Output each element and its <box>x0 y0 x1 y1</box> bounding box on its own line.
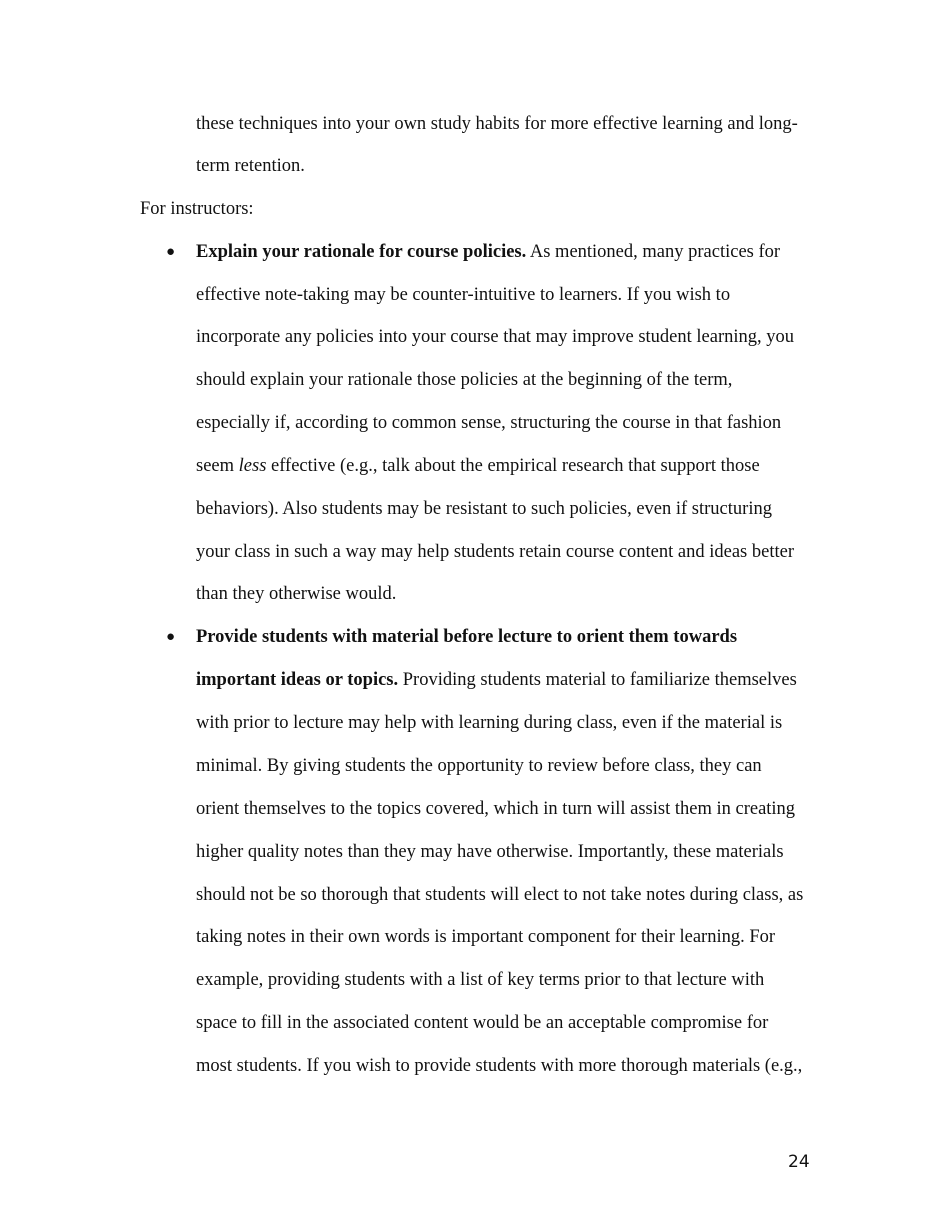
item1-line-1-text: As mentioned, many practices for <box>526 242 781 262</box>
item2-line-2-text: Providing students material to familiarize themselves <box>398 670 797 690</box>
item2-bold-lead-2: important ideas or topics. <box>196 670 399 690</box>
item1-bold-lead: Explain your rationale for course policies. <box>196 242 527 262</box>
item2-line-4: minimal. By giving students the opportunity to review before class, they can <box>196 756 762 776</box>
page-number: 24 <box>788 1152 810 1172</box>
section-heading: For instructors: <box>140 199 254 219</box>
item2-line-10: space to fill in the associated content would be an acceptable compromise for <box>196 1013 769 1033</box>
item1-line-9: than they otherwise would. <box>196 584 397 604</box>
item2-bold-lead-1: Provide students with material before lecture to orient them towards <box>196 627 738 647</box>
item2-line-1 <box>196 626 737 648</box>
item1-line-3: incorporate any policies into your course that may improve student learning, you <box>196 327 795 347</box>
item2-line-11: most students. If you wish to provide students with more thorough materials (e.g., <box>196 1056 803 1076</box>
item2-line-8: taking notes in their own words is important component for their learning. For <box>196 927 776 947</box>
item1-line-5: especially if, according to common sense, structuring the course in that fashion <box>196 413 782 433</box>
item1-italic-word: less <box>238 456 267 476</box>
item1-line-8: your class in such a way may help students retain course content and ideas better <box>196 542 794 562</box>
item1-line-6-post: effective (e.g., talk about the empirical research that support those <box>266 456 760 476</box>
intro-line-1: these techniques into your own study habits for more effective learning and long- <box>196 114 798 134</box>
item2-line-3: with prior to lecture may help with learning during class, even if the material is <box>196 713 783 733</box>
item1-line-2: effective note-taking may be counter-intuitive to learners. If you wish to <box>196 285 731 305</box>
item2-line-2 <box>196 669 797 691</box>
item2-line-9: example, providing students with a list of key terms prior to that lecture with <box>196 970 765 990</box>
item2-line-7: should not be so thorough that students will elect to not take notes during class, as <box>196 885 804 905</box>
bullet-icon: ● <box>166 244 176 260</box>
item1-line-6-pre: seem <box>196 456 239 476</box>
bullet-icon: ● <box>166 629 176 645</box>
item1-line-4: should explain your rationale those policies at the beginning of the term, <box>196 370 733 390</box>
intro-line-2: term retention. <box>196 156 305 176</box>
item1-line-1 <box>196 241 780 263</box>
item1-line-7: behaviors). Also students may be resistant to such policies, even if structuring <box>196 499 772 519</box>
item1-line-6 <box>196 455 760 477</box>
item2-line-5: orient themselves to the topics covered, which in turn will assist them in creating <box>196 799 796 819</box>
item2-line-6: higher quality notes than they may have otherwise. Importantly, these materials <box>196 842 784 862</box>
